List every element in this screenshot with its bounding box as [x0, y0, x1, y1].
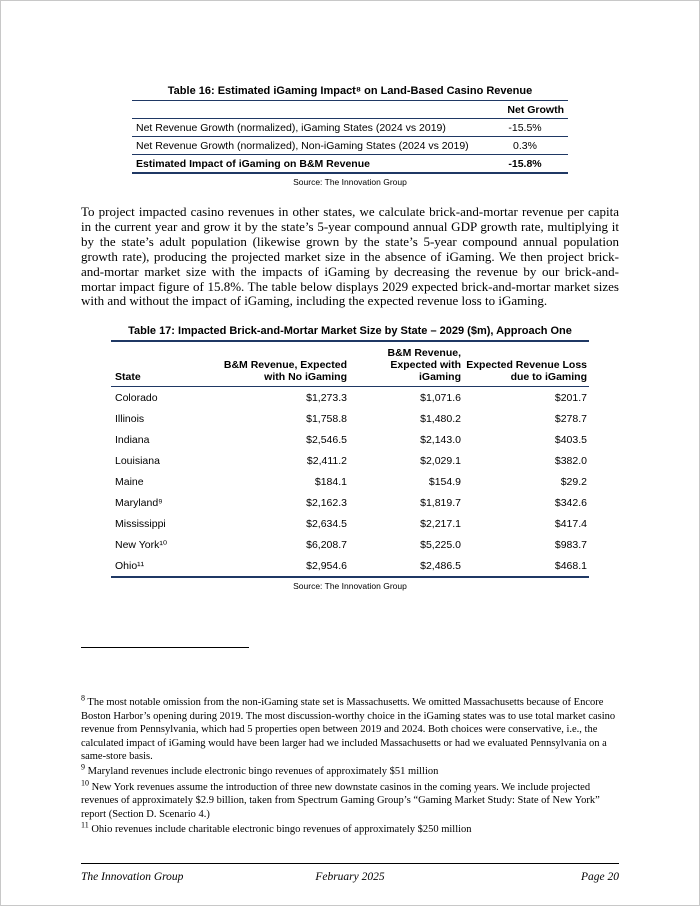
table16-row-value: -15.5% [482, 119, 568, 137]
value-cell: $184.1 [314, 475, 347, 488]
table-row [111, 471, 589, 492]
table16 [132, 100, 568, 174]
table-row [132, 137, 568, 155]
value-cell: $382.0 [554, 454, 587, 467]
value-cell: $342.6 [554, 496, 587, 509]
footnote-11 [81, 820, 619, 836]
state-cell: Maine [115, 475, 144, 488]
footnote-text: New York revenues assume the introduction of three new downstate casinos in the coming years. We include projected revenues of approximately $2.9 billion, taken from Spectrum Gaming Group’s “Gaming Market Study: State of New York” report (Section D. Scenario 4.) [81, 781, 600, 820]
state-cell: Louisiana [115, 454, 160, 467]
table16-title: Table 16: Estimated iGaming Impact⁸ on Land-Based Casino Revenue [167, 85, 533, 97]
state-cell: Indiana [115, 433, 150, 446]
table16-source: Source: The Innovation Group [293, 177, 407, 187]
value-cell: $1,819.7 [420, 496, 461, 509]
value-cell: $201.7 [554, 391, 587, 404]
table17-col-header-no-igaming: B&M Revenue, Expected with No iGaming [199, 342, 349, 387]
table16-total-row [132, 155, 568, 174]
value-cell: $2,546.5 [306, 433, 347, 446]
table-row [111, 450, 589, 471]
table-row [111, 555, 589, 577]
table17-col-header-loss: Expected Revenue Loss due to iGaming [463, 342, 589, 387]
table16-section [132, 85, 568, 187]
footnote-separator [81, 647, 249, 648]
footnote-9 [81, 762, 619, 778]
table16-row-label: Net Revenue Growth (normalized), iGaming States (2024 vs 2019) [132, 119, 482, 137]
footnote-text: Maryland revenues include electronic bingo revenues of approximately $51 million [85, 766, 439, 778]
table-row [132, 119, 568, 137]
table-row [111, 492, 589, 513]
footnote-number: 8 [81, 693, 85, 703]
table-row [111, 387, 589, 409]
state-cell: Ohio¹¹ [111, 555, 199, 577]
value-cell: $983.7 [554, 538, 587, 551]
value-cell: $2,162.3 [306, 496, 347, 509]
body-paragraph: To project impacted casino revenues in other states, we calculate brick-and-mortar revenue per capita in the current year and grow it by the state’s 5-year compound annual GDP growth rate, multiplying it by the state’s adult population (likewise grown by the state’s 5-year compound annual population growth rate), producing the projected market size in the absence of iGaming. We then project brick-and-mortar market size with the impacts of iGaming by decreasing the revenue by our brick-and-mortar impact figure of 15.8%. The table below displays 2029 expected brick-and-mortar market sizes with and without the impact of iGaming, including the expected revenue loss to iGaming. [81, 204, 619, 309]
footnote-number: 10 [81, 778, 89, 788]
footnote-10 [81, 778, 619, 821]
value-cell: $2,954.6 [199, 555, 349, 577]
value-cell: $1,071.6 [420, 391, 461, 404]
table17-section [111, 325, 589, 591]
footnote-8 [81, 693, 619, 763]
table17 [111, 342, 589, 578]
table16-header-row [132, 101, 568, 119]
state-cell: Maryland⁹ [115, 496, 163, 509]
table17-col-header-with-igaming: B&M Revenue, Expected with iGaming [349, 342, 463, 387]
table-row [111, 408, 589, 429]
table16-total-label: Estimated Impact of iGaming on B&M Revenue [132, 155, 482, 174]
table17-source: Source: The Innovation Group [293, 581, 407, 592]
value-cell: $1,273.3 [306, 391, 347, 404]
value-cell: $29.2 [560, 475, 587, 488]
footnote-number: 9 [81, 762, 85, 772]
footnote-number: 11 [81, 820, 89, 830]
value-cell: $6,208.7 [306, 538, 347, 551]
value-cell: $1,758.8 [306, 412, 347, 425]
value-cell: $403.5 [554, 433, 587, 446]
value-cell: $2,143.0 [420, 433, 461, 446]
table17-header-row [111, 342, 589, 387]
page-footer [81, 863, 619, 883]
table-row [111, 534, 589, 555]
footnote-text: Ohio revenues include charitable electronic bingo revenues of approximately $250 million [88, 824, 472, 835]
value-cell: $2,217.1 [420, 517, 461, 530]
table17-title: Table 17: Impacted Brick-and-Mortar Market Size by State – 2029 ($m), Approach One [111, 325, 589, 342]
table-row [111, 513, 589, 534]
value-cell: $2,029.1 [420, 454, 461, 467]
footer-company: The Innovation Group [81, 871, 184, 883]
footer-page-number: Page 20 [580, 871, 619, 883]
value-cell: $2,634.5 [306, 517, 347, 530]
value-cell: $154.9 [428, 475, 461, 488]
value-cell: $1,480.2 [420, 412, 461, 425]
value-cell: $2,411.2 [306, 454, 347, 467]
value-cell: $468.1 [463, 555, 589, 577]
table16-header-empty-cell [132, 101, 482, 119]
table17-col-header-state: State [111, 342, 199, 387]
value-cell: $5,225.0 [420, 538, 461, 551]
value-cell: $2,486.5 [349, 555, 463, 577]
table16-total-value: -15.8% [482, 155, 568, 174]
value-cell: $417.4 [554, 517, 587, 530]
state-cell: Illinois [115, 412, 145, 425]
footer-date: February 2025 [315, 871, 385, 883]
state-cell: Colorado [115, 391, 158, 404]
table16-row-value: 0.3% [482, 137, 568, 155]
state-cell: New York¹⁰ [115, 538, 168, 551]
table-row [111, 429, 589, 450]
footnotes-section [81, 693, 619, 836]
footnote-text: The most notable omission from the non-iGaming state set is Massachusetts. We omitted Massachusetts because of Encore Boston Harbor’s opening during 2019. The most discussion-worthy choice in the iGaming states was to use total market casino revenue from Pennsylvania, which had 5 properties open between 2019 and 2024. Both choices were conservative, i.e., the calculated impact of iGaming would have been larger had we included Massachusetts or had we evaluated Pennsylvania on a same-store basis. [81, 697, 616, 762]
table16-header-net-growth: Net Growth [482, 101, 568, 119]
value-cell: $278.7 [554, 412, 587, 425]
state-cell: Mississippi [115, 517, 166, 530]
table16-row-label: Net Revenue Growth (normalized), Non-iGaming States (2024 vs 2019) [132, 137, 482, 155]
